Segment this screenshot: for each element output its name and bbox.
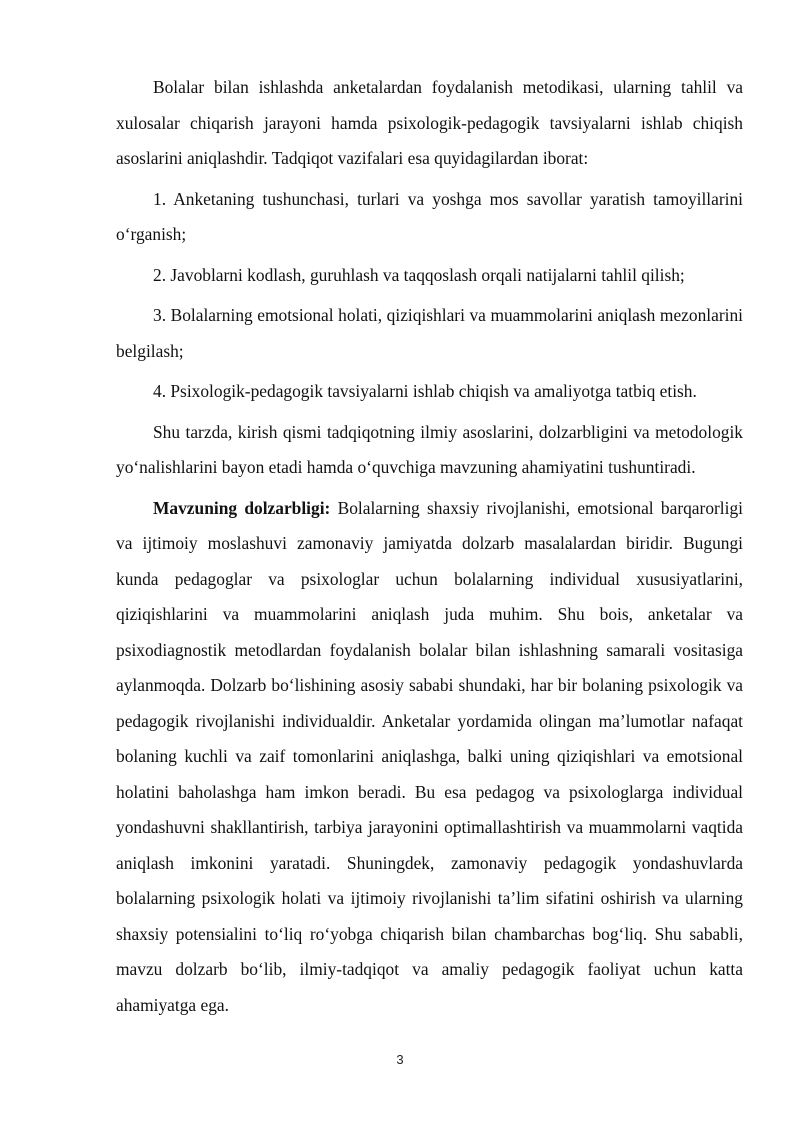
intro-paragraph: Bolalar bilan ishlashda anketalardan foydalanish metodikasi, ularning tahlil va xulosalar chiqarish jarayoni hamda psixologik-pedagogik tavsiyalarni ishlab chiqish asoslarini aniqlashdir. Tadqiqot vazifalari esa quyidagilardan iborat:	[116, 77, 743, 168]
task-item-4: 4. Psixologik-pedagogik tavsiyalarni ishlab chiqish va amaliyotga tatbiq etish.	[153, 381, 697, 401]
relevance-heading: Mavzuning dolzarbligi:	[153, 497, 331, 518]
relevance-paragraph	[116, 491, 743, 1024]
task-item-3: 3. Bolalarning emotsional holati, qiziqishlari va muammolarini aniqlash mezonlarini belgilash;	[116, 305, 743, 361]
task-item-1: 1. Anketaning tushunchasi, turlari va yoshga mos savollar yaratish tamoyillarini o‘rganish;	[116, 188, 743, 244]
task-item-2: 2. Javoblarni kodlash, guruhlash va taqqoslash orqali natijalarni tahlil qilish;	[153, 264, 685, 285]
page-content	[116, 70, 743, 1023]
summary-paragraph: Shu tarzda, kirish qismi tadqiqotning ilmiy asoslarini, dolzarbligini va metodologik yo‘nalishlarini bayon etadi hamda o‘quvchiga mavzuning ahamiyatini tushuntiradi.	[116, 421, 743, 477]
page-number: 3	[396, 1052, 404, 1067]
relevance-text: Bolalarning shaxsiy rivojlanishi, emotsional barqarorligi va ijtimoiy moslashuvi zamonaviy jamiyatda dolzarb masalalardan biridir. Bugungi kunda pedagoglar va psixologlar uchun bolalarning individual xususiyatlarini, qiziqishlarini va muammolarini aniqlash juda muhim. Shu bois, anketalar va psixodiagnostik metodlardan foydalanish bolalar bilan ishlashning samarali vositasiga aylanmoqda. Dolzarb bo‘lishining asosiy sababi shundaki, har bir bolaning psixologik va pedagogik rivojlanishi individualdir. Anketalar yordamida olingan ma’lumotlar nafaqat bolaning kuchli va zaif tomonlarini aniqlashga, balki uning qiziqishlari va emotsional holatini baholashga ham imkon beradi. Bu esa pedagog va psixologlarga individual yondashuvni shakllantirish, tarbiya jarayonini optimallashtirish va muammolarni vaqtida aniqlash imkonini yaratadi. Shuningdek, zamonaviy pedagogik yondashuvlarda bolalarning psixologik holati va ijtimoiy rivojlanishi ta’lim sifatini oshirish va ularning shaxsiy potensialini to‘liq ro‘yobga chiqarish bilan chambarchas bog‘liq. Shu sababli, mavzu dolzarb bo‘lib, ilmiy-tadqiqot va amaliy pedagogik faoliyat uchun katta ahamiyatga ega.	[116, 497, 743, 1015]
